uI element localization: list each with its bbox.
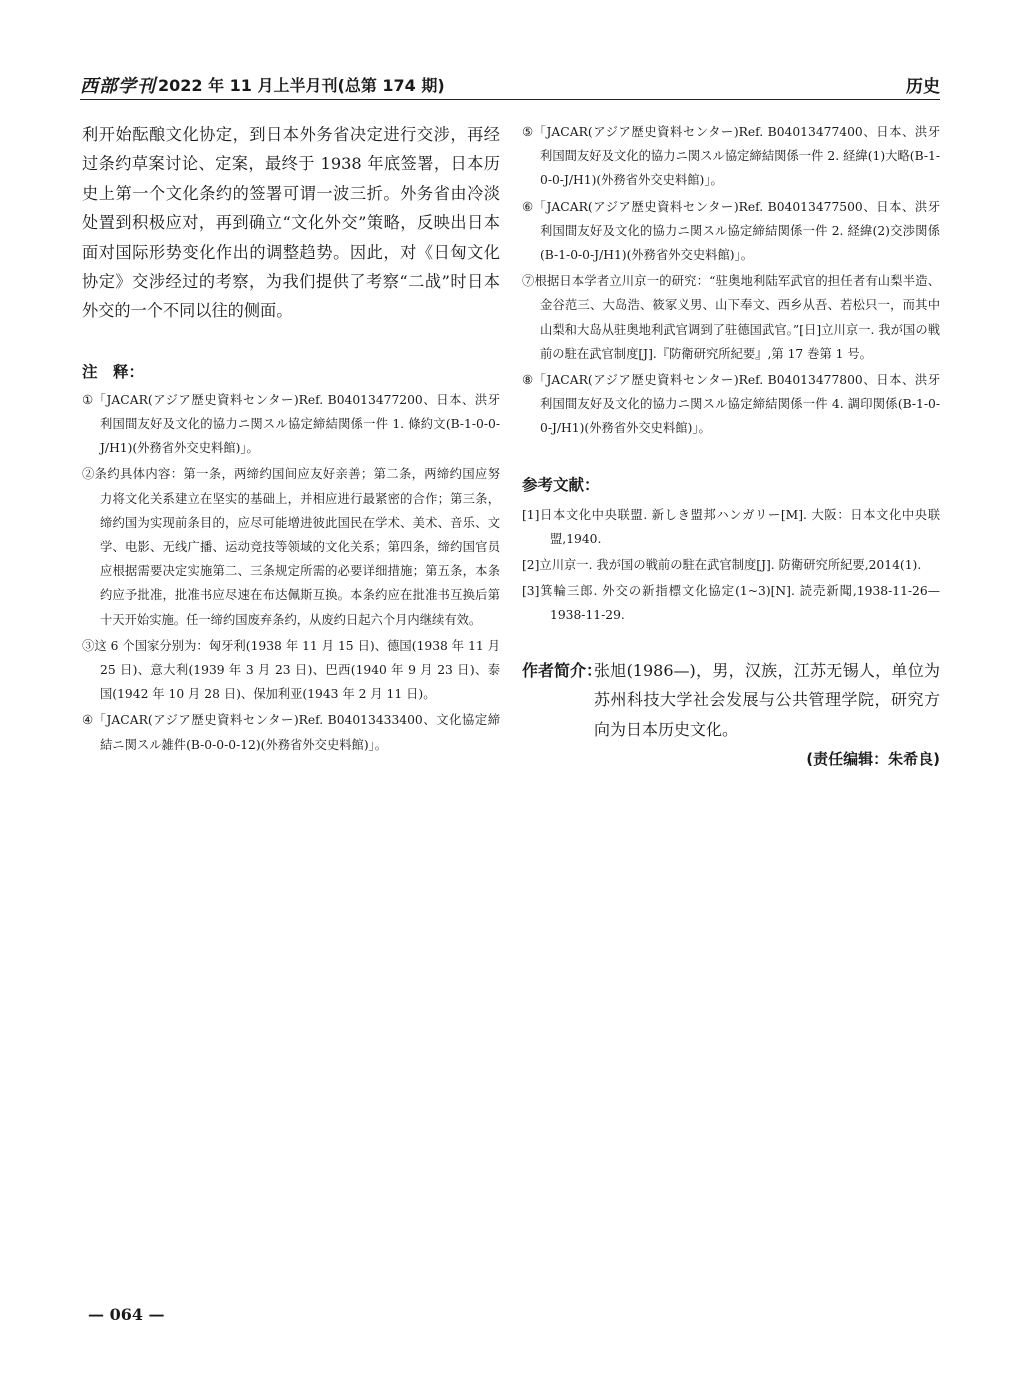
note-4: ④「JACAR(アジア歴史資料センター)Ref. B04013433400、文化協定締結ニ関スル雑件(B-0-0-0-12)(外務省外交史料館)」。 (82, 713, 500, 752)
page-number: — 064 — (88, 1305, 165, 1324)
left-column (82, 120, 500, 759)
reference-2: [2]立川京一. 我が国の戦前の駐在武官制度[J]. 防衛研究所紀要,2014(1). (522, 558, 922, 573)
notes-heading: 注 释： (82, 362, 145, 381)
note-6: ⑥「JACAR(アジア歴史資料センター)Ref. B04013477500、日本、洪牙利国間友好及文化的協力ニ関スル協定締結関係一件 2. 経緯(2)交渉関係(B-1-0-0-J/H1)(外務省外交史料館)」。 (522, 199, 940, 263)
note-7: ⑦根据日本学者立川京一的研究：“驻奥地利陆军武官的担任者有山梨半造、金谷范三、大岛浩、筱冢义男、山下奉文、西乡从吾、若松只一，而其中山梨和大岛从驻奥地利武官调到了驻德国武官。”[日]立川京一. 我が国の戦前の駐在武官制度[J].『防衛研究所紀要』,第 17 巻第 1 号。 (522, 274, 940, 361)
note-5: ⑤「JACAR(アジア歴史資料センター)Ref. B04013477400、日本、洪牙利国間友好及文化的協力ニ関スル協定締結関係一件 2. 経緯(1)大略(B-1-0-0-J/H1)(外務省外交史料館)」。 (522, 125, 940, 188)
note-3: ③这 6 个国家分别为：匈牙利(1938 年 11 月 15 日)、德国(1938 年 11 月 25 日)、意大利(1939 年 3 月 23 日)、巴西(1940 年 9 月 23 日)、泰国(1942 年 10 月 28 日)、保加利亚(1943 年 2 月 11 日)。 (82, 638, 500, 702)
section-title: 历史 (906, 77, 940, 97)
header-rule (80, 99, 940, 100)
author-bio-text: 张旭(1986—)，男，汉族，江苏无锡人，单位为苏州科技大学社会发展与公共管理学院，研究方向为日本历史文化。 (594, 660, 940, 739)
journal-logo: 西部学刊 (80, 76, 156, 97)
author-bio (522, 656, 940, 745)
note-8: ⑧「JACAR(アジア歴史資料センター)Ref. B04013477800、日本、洪牙利国間友好及文化的協力ニ関スル協定締結関係一件 4. 調印関係(B-1-0-0-J/H1)(外務省外交史料館)」。 (522, 373, 940, 436)
references-heading: 参考文献： (522, 475, 600, 494)
right-column (522, 120, 940, 769)
reference-3: [3]箕輪三郎. 外交の新指標文化協定(1~3)[N]. 読売新聞,1938-11-26—1938-11-29. (522, 584, 940, 623)
body-paragraph: 利开始酝酿文化协定，到日本外务省决定进行交涉，再经过条约草案讨论、定案，最终于 1938 年底签署，日本历史上第一个文化条约的签署可谓一波三折。外务省由冷淡处置到积极应对，再到确立“文化外交”策略，反映出日本面对国际形势变化作出的调整趋势。因此，对《日匈文化协定》交涉经过的考察，为我们提供了考察“二战”时日本外交的一个不同以往的侧面。 (82, 125, 500, 321)
editor-credit: (责任编辑：朱希良) (806, 750, 940, 769)
reference-1: [1]日本文化中央联盟. 新しき盟邦ハンガリー[M]. 大阪：日本文化中央联盟,1940. (522, 507, 940, 546)
note-1: ①「JACAR(アジア歴史資料センター)Ref. B04013477200、日本、洪牙利国間友好及文化的協力ニ関スル協定締結関係一件 1. 條約文(B-1-0-0-J/H1)(外務省外交史料館)」。 (82, 392, 500, 456)
author-bio-label: 作者简介： (522, 660, 603, 680)
issue-info: 2022 年 11 月上半月刊(总第 174 期) (158, 76, 445, 95)
running-header (80, 70, 940, 100)
note-2: ②条约具体内容：第一条，两缔约国间应友好亲善；第二条，两缔约国应努力将文化关系建立在坚实的基础上，并相应进行最紧密的合作；第三条，缔约国为实现前条目的，应尽可能增进彼此国民在学术、美术、音乐、文学、电影、无线广播、运动竞技等领域的文化关系；第四条，缔约国官员应根据需要决定实施第二、三条规定所需的必要详细措施；第五条，本条约应予批准，批准书应尽速在布达佩斯互换。本条约应在批准书互换后第十天开始实施。任一缔约国废弃条约，从废约日起六个月内继续有效。 (82, 467, 500, 627)
